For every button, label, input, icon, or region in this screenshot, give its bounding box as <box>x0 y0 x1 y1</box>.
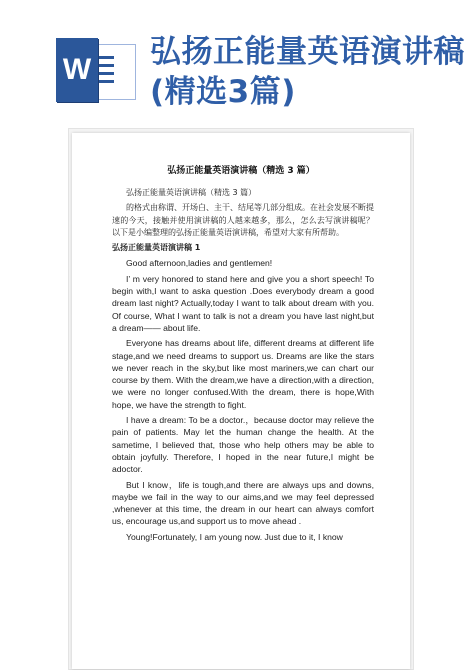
document-body <box>112 187 374 546</box>
speech-paragraph: But I know，life is tough,and there are always ups and downs, maybe we fail in the way to our aims,and we may feel depressed ,whenever at this time, the dream in our heart can always comfort us, encourage us,and support us to move ahead . <box>112 479 374 527</box>
speech-paragraph: Good afternoon,ladies and gentlemen! <box>126 258 273 269</box>
banner-header <box>0 0 474 125</box>
speech-paragraph: I have a dream: To be a doctor.，because doctor may relieve the pain of patients. May let the human change the health. At the sametime, I believed that, those who help others may be able to obtain joyfully. Therefore, I hoped in the near future,I might be adoctor. <box>112 415 374 475</box>
speech-paragraph: Everyone has dreams about life, different dreams at different life stage,and we need dreams to support us. Dreams are like the stars we never reach in the sky,but like most mariners,we can chart our course by them. With the dream,we have a direction,with a direction, we were no longer confused.With the dream, there is hope,With hope, we have the strength to fight. <box>112 338 374 410</box>
document-title: 弘扬正能量英语演讲稿（精选 3 篇） <box>167 166 315 176</box>
subtitle-paragraph: 弘扬正能量英语演讲稿（精选 3 篇） <box>126 188 257 197</box>
word-document-icon <box>56 38 136 102</box>
banner-title: 弘扬正能量英语演讲稿(精选3篇) <box>150 34 465 110</box>
word-icon-letter: W <box>56 38 98 102</box>
speech-paragraph: I’ m very honored to stand here and give you a short speech! To begin with,I want to aska question .Does everybody dream a good dream last night? Actually,today I want to talk about dream with you. Of course, What I want to talk is not a dream you have last night,but a dream—— about life. <box>112 273 374 333</box>
speech-paragraph: Young!Fortunately, I am young now. Just due to it, I know <box>126 531 343 542</box>
section-heading: 弘扬正能量英语演讲稿 1 <box>112 243 201 253</box>
document-page <box>72 133 410 669</box>
intro-paragraph: 的格式由称谓、开场白、主干、结尾等几部分组成。在社会发展不断提速的今天，接触并使用演讲稿的人越来越多，那么，怎么去写演讲稿呢？以下是小编整理的弘扬正能量英语演讲稿，希望对大家有所帮助。 <box>112 203 374 237</box>
